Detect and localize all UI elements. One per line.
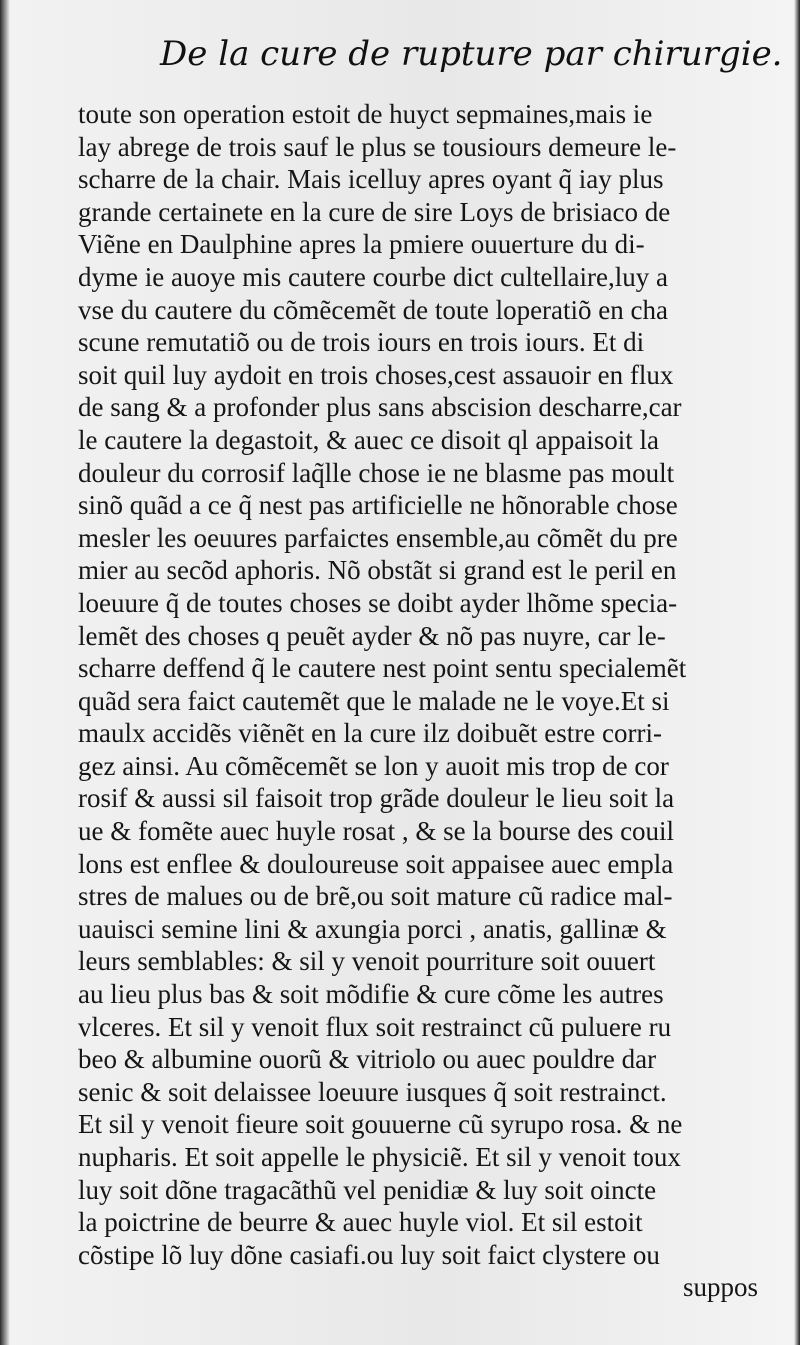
text-line: au lieu plus bas & soit mõdifie & cure cõme les autres [78,979,664,1010]
text-line: Viẽne en Daulphine apres la pmiere ouuerture du di- [78,229,645,260]
text-line: le cautere la degastoit, & auec ce disoit ql appaisoit la [78,424,660,455]
text-line: gez ainsi. Au cõmẽcemẽt se lon y auoit mis trop de cor [78,750,669,781]
text-line: douleur du corrosif laq̃lle chose ie ne blasme pas moult [78,457,675,488]
text-line: mier au secõd aphoris. Nõ obstãt si grand est le peril en [78,555,677,586]
text-line: sinõ quãd a ce q̃ nest pas artificielle ne hõnorable chose [78,490,678,521]
text-line: senic & soit delaissee loeuure iusques q̃ soit restrainct. [78,1076,667,1107]
text-line: scharre de la chair. Mais icelluy apres oyant q̃ iay plus [78,164,664,195]
text-line: nupharis. Et soit appelle le physiciẽ. Et sil y venoit toux [78,1142,681,1172]
text-line: quãd sera faict cautemẽt que le malade ne le voye.Et si [78,685,670,716]
page-edge-shadow [794,0,800,1345]
text-line: uauisci semine lini & axungia porci , anatis, gallinæ & [78,913,667,944]
gutter-shadow [0,0,10,1345]
text-line: mesler les oeuures parfaictes ensemble,au cõmẽt du pre [78,522,678,553]
text-line: rosif & aussi sil faisoit trop grãde douleur le lieu soit la [78,783,675,814]
catchword: suppos [682,1272,758,1303]
text-line: loeuure q̃ de toutes choses se doibt ayder lhõme specia- [78,587,678,618]
text-line: lons est enflee & douloureuse soit appaisee auec empla [78,848,674,879]
text-line: scharre deffend q̃ le cautere nest point sentu specialemẽt [78,653,687,684]
text-line: leurs semblables: & sil y venoit pourriture soit ouuert [78,946,656,977]
text-line: dyme ie auoye mis cautere courbe dict cultellaire,luy a [78,261,668,292]
text-line: la poictrine de beurre & auec huyle viol. Et sil estoit [78,1207,643,1238]
text-line: lemẽt des choses q peuẽt ayder & nõ pas nuyre, car le- [78,620,666,651]
running-head: De la cure de rupture par chirurgie. [160,34,783,74]
text-line: grande certainete en la cure de sire Loys de brisiaco de [78,196,671,227]
text-line: cõstipe lõ luy dõne casiafi.ou luy soit faict clystere ou [78,1239,660,1270]
text-line: vlceres. Et sil y venoit flux soit restrainct cũ puluere ru [78,1011,672,1042]
text-line: toute son operation estoit de huyct sepmaines,mais ie [78,99,653,129]
text-line: stres de malues ou de brẽ,ou soit mature cũ radice mal- [78,881,673,912]
text-line: vse du cautere du cõmẽcemẽt de toute loperatiõ en cha [78,294,668,325]
text-line: Et sil y venoit fieure soit gouuerne cũ syrupo rosa. & ne [78,1109,683,1140]
text-line: de sang & a profonder plus sans abscision descharre,car [78,392,682,423]
text-line: beo & albumine ouorũ & vitriolo ou auec pouldre dar [78,1044,657,1075]
text-line: scune remutatiõ ou de trois iours en trois iours. Et di [78,327,645,358]
text-line: soit quil luy aydoit en trois choses,cest assauoir en flux [78,359,674,390]
text-line: maulx accidẽs viẽnẽt en la cure ilz doibuẽt estre corri- [78,718,662,749]
text-line: luy soit dõne tragacãthũ vel penidiæ & luy soit oincte [78,1174,657,1205]
body-text [78,98,768,1304]
text-line: ue & fomẽte auec huyle rosat , & se la bourse des couil [78,816,675,847]
text-line: lay abrege de trois sauf le plus se tousiours demeure le- [78,131,677,162]
